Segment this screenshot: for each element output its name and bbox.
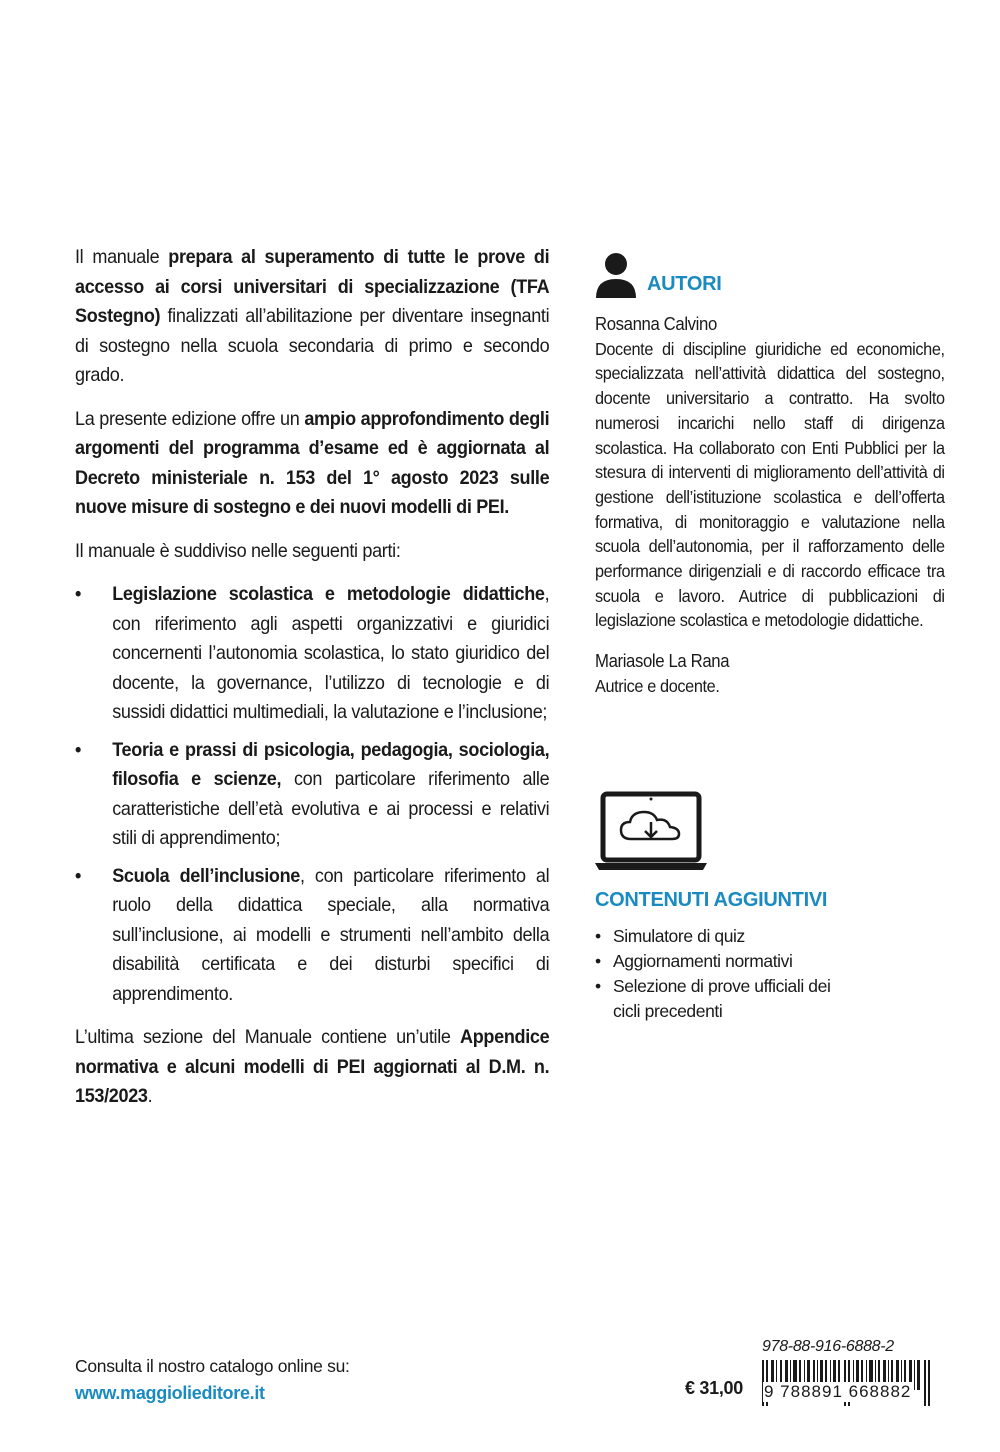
- edition-text: La presente edizione offre un: [75, 407, 305, 430]
- authors-label: AUTORI: [647, 273, 722, 295]
- bullet: •: [75, 864, 82, 887]
- author-name: Mariasole La Rana: [595, 651, 730, 672]
- list-item: • Selezione di prove ufficiali dei cicli precedenti: [595, 974, 843, 1024]
- closing-text: L’ultima sezione del Manuale contiene un’utile: [75, 1026, 461, 1048]
- extra-content-list: [595, 924, 945, 1024]
- edition-bold: ampio approfondimento degli argomenti del programma d’esame ed è aggiornata al Decreto ministeriale n. 153 del 1° agosto 2023 sulle nuove misure di sostegno e dei nuovi modelli di PEI.: [75, 407, 550, 518]
- list-item: [75, 580, 549, 728]
- catalog-text: Consulta il nostro catalogo online su:: [75, 1356, 350, 1376]
- author-bio: Autrice e docente.: [595, 675, 720, 696]
- part-title: Scuola dell’inclusione: [112, 864, 300, 887]
- barcode-digits: 9 788891 668882: [764, 1382, 912, 1401]
- authors-header: [595, 250, 945, 298]
- person-icon: [595, 252, 637, 298]
- parts-list: [75, 580, 549, 1009]
- parts-intro: Il manuale è suddiviso nelle seguenti parti:: [75, 539, 401, 562]
- intro-text: Il manuale: [75, 246, 169, 268]
- bullet: •: [75, 583, 82, 605]
- price: € 31,00: [685, 1378, 743, 1398]
- list-item: [75, 862, 549, 1010]
- list-item: [75, 736, 549, 854]
- description-column: [75, 243, 549, 1126]
- extra-content-title: CONTENUTI AGGIUNTIVI: [595, 888, 828, 911]
- closing-bold: Appendice normativa e alcuni modelli di PEI aggiornati al D.M. n. 153/2023: [75, 1026, 550, 1107]
- closing-end: .: [147, 1085, 153, 1107]
- author-bio: Docente di discipline giuridiche ed economiche, specializzata nell’attività didattica del sostegno, docente universitario a contratto. Ha svolto numerosi incarichi nello staff di dirigenza scolastica. Ha collaborato con Enti Pubblici per la stesura di interventi di miglioramento dell’attività di gestione dell’istituzione scolastica e dell’offerta formativa, di monitoraggio e valutazione nella scuola dell’autonomia, per il rafforzamento delle performance dirigenziali e di raccordo efficace tra scuola e lavoro. Autrice di pubblicazioni di legislazione scolastica e metodologie didattiche.: [595, 338, 945, 631]
- catalog-footer: [75, 1353, 350, 1407]
- authors-text: [595, 312, 945, 699]
- edition-paragraph: [75, 405, 549, 523]
- closing-paragraph: [75, 1023, 549, 1112]
- intro-paragraph: [75, 243, 549, 391]
- authors-column: [595, 250, 945, 1024]
- part-title: Teoria e prassi di psicologia, pedagogia, sociologia, filosofia e scienze,: [112, 738, 550, 790]
- part-text: , con riferimento agli aspetti organizzativi e giuridici concernenti l’autonomia scolastica, lo stato giuridico del docente, la governance, l’utilizzo di tecnologie e di sussidi didattici multimediali, la valutazione e l’inclusione;: [112, 583, 550, 723]
- isbn: 978-88-916-6888-2: [762, 1338, 894, 1355]
- intro-text-end: finalizzati all’abilitazione per diventare insegnanti di sostegno nella scuola secondaria di primo e secondo grado.: [75, 305, 550, 386]
- bullet: •: [75, 738, 82, 761]
- intro-bold: prepara al superamento di tutte le prove di accesso ai corsi universitari di specializzazione (TFA Sostegno): [75, 246, 550, 327]
- part-title: Legislazione scolastica e metodologie didattiche: [112, 583, 545, 605]
- part-text: con particolare riferimento alle caratteristiche dell’età evolutiva e ai processi e relativi stili di apprendimento;: [112, 768, 550, 849]
- list-item: • Simulatore di quiz: [595, 924, 945, 949]
- author-name: Rosanna Calvino: [595, 314, 717, 334]
- list-item: • Aggiornamenti normativi: [595, 949, 945, 974]
- laptop-download-icon: [595, 791, 707, 873]
- part-text: , con particolare riferimento al ruolo della didattica speciale, alla normativa sull’inclusione, ai modelli e strumenti nell’ambito della disabilità certificata e dei disturbi specifici di apprendimento.: [112, 864, 550, 1005]
- website-link[interactable]: www.maggiolieditore.it: [75, 1383, 265, 1403]
